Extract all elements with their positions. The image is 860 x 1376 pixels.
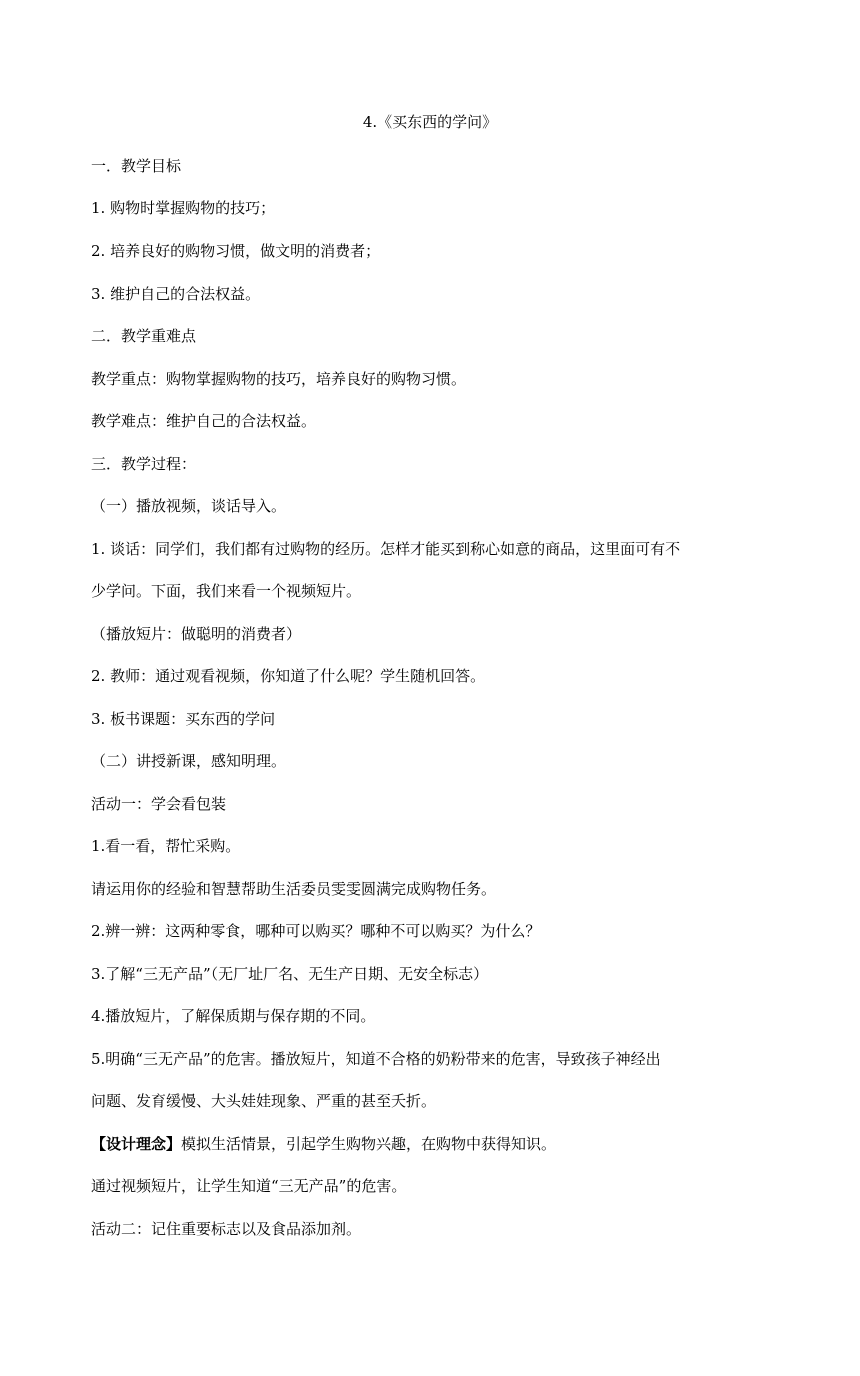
paragraph-line: 通过视频短片，让学生知道“三无产品”的危害。 — [91, 1177, 407, 1195]
paragraph-line: 3.了解“三无产品”（无厂址厂名、无生产日期、无安全标志） — [91, 965, 489, 983]
activity-heading-2: 活动二：记住重要标志以及食品添加剂。 — [91, 1220, 362, 1238]
subsection-heading-2: （二）讲授新课，感知明理。 — [91, 752, 287, 770]
objective-item-3: 3. 维护自己的合法权益。 — [91, 285, 261, 303]
paragraph-line: 2.辨一辨：这两种零食，哪种可以购买？哪种不可以购买？为什么？ — [91, 922, 541, 940]
paragraph-line: 5.明确“三无产品”的危害。播放短片，知道不合格的奶粉带来的危害，导致孩子神经出 — [91, 1050, 661, 1068]
difficult-point-text: 教学难点：维护自己的合法权益。 — [91, 412, 317, 430]
paragraph-line: （播放短片：做聪明的消费者） — [91, 625, 302, 643]
design-concept-text: 模拟生活情景，引起学生购物兴趣，在购物中获得知识。 — [181, 1135, 557, 1153]
design-concept-label: 【设计理念】 — [91, 1135, 182, 1153]
document-title: 4.《买东西的学问》 — [362, 113, 498, 131]
objective-item-2: 2. 培养良好的购物习惯，做文明的消费者； — [91, 242, 381, 260]
paragraph-line: 请运用你的经验和智慧帮助生活委员雯雯圆满完成购物任务。 — [91, 880, 497, 898]
paragraph-line: 4.播放短片，了解保质期与保存期的不同。 — [91, 1007, 376, 1025]
section-heading-key-points: 二．教学重难点 — [91, 327, 197, 345]
activity-heading-1: 活动一：学会看包装 — [91, 795, 227, 813]
design-concept-line — [91, 1132, 781, 1156]
section-heading-process: 三．教学过程： — [91, 455, 197, 473]
paragraph-line: 问题、发育缓慢、大头娃娃现象、严重的甚至夭折。 — [91, 1092, 437, 1110]
paragraph-line: 3. 板书课题：买东西的学问 — [91, 710, 276, 728]
paragraph-line: 少学问。下面，我们来看一个视频短片。 — [91, 582, 362, 600]
section-heading-objectives: 一．教学目标 — [91, 157, 182, 175]
subsection-heading-1: （一）播放视频，谈话导入。 — [91, 497, 287, 515]
objective-item-1: 1. 购物时掌握购物的技巧； — [91, 199, 276, 217]
paragraph-line: 1.看一看，帮忙采购。 — [91, 837, 241, 855]
paragraph-line: 2. 教师：通过观看视频，你知道了什么呢？学生随机回答。 — [91, 667, 486, 685]
key-point-text: 教学重点：购物掌握购物的技巧，培养良好的购物习惯。 — [91, 370, 467, 388]
paragraph-line: 1. 谈话：同学们，我们都有过购物的经历。怎样才能买到称心如意的商品，这里面可有不 — [91, 540, 681, 558]
